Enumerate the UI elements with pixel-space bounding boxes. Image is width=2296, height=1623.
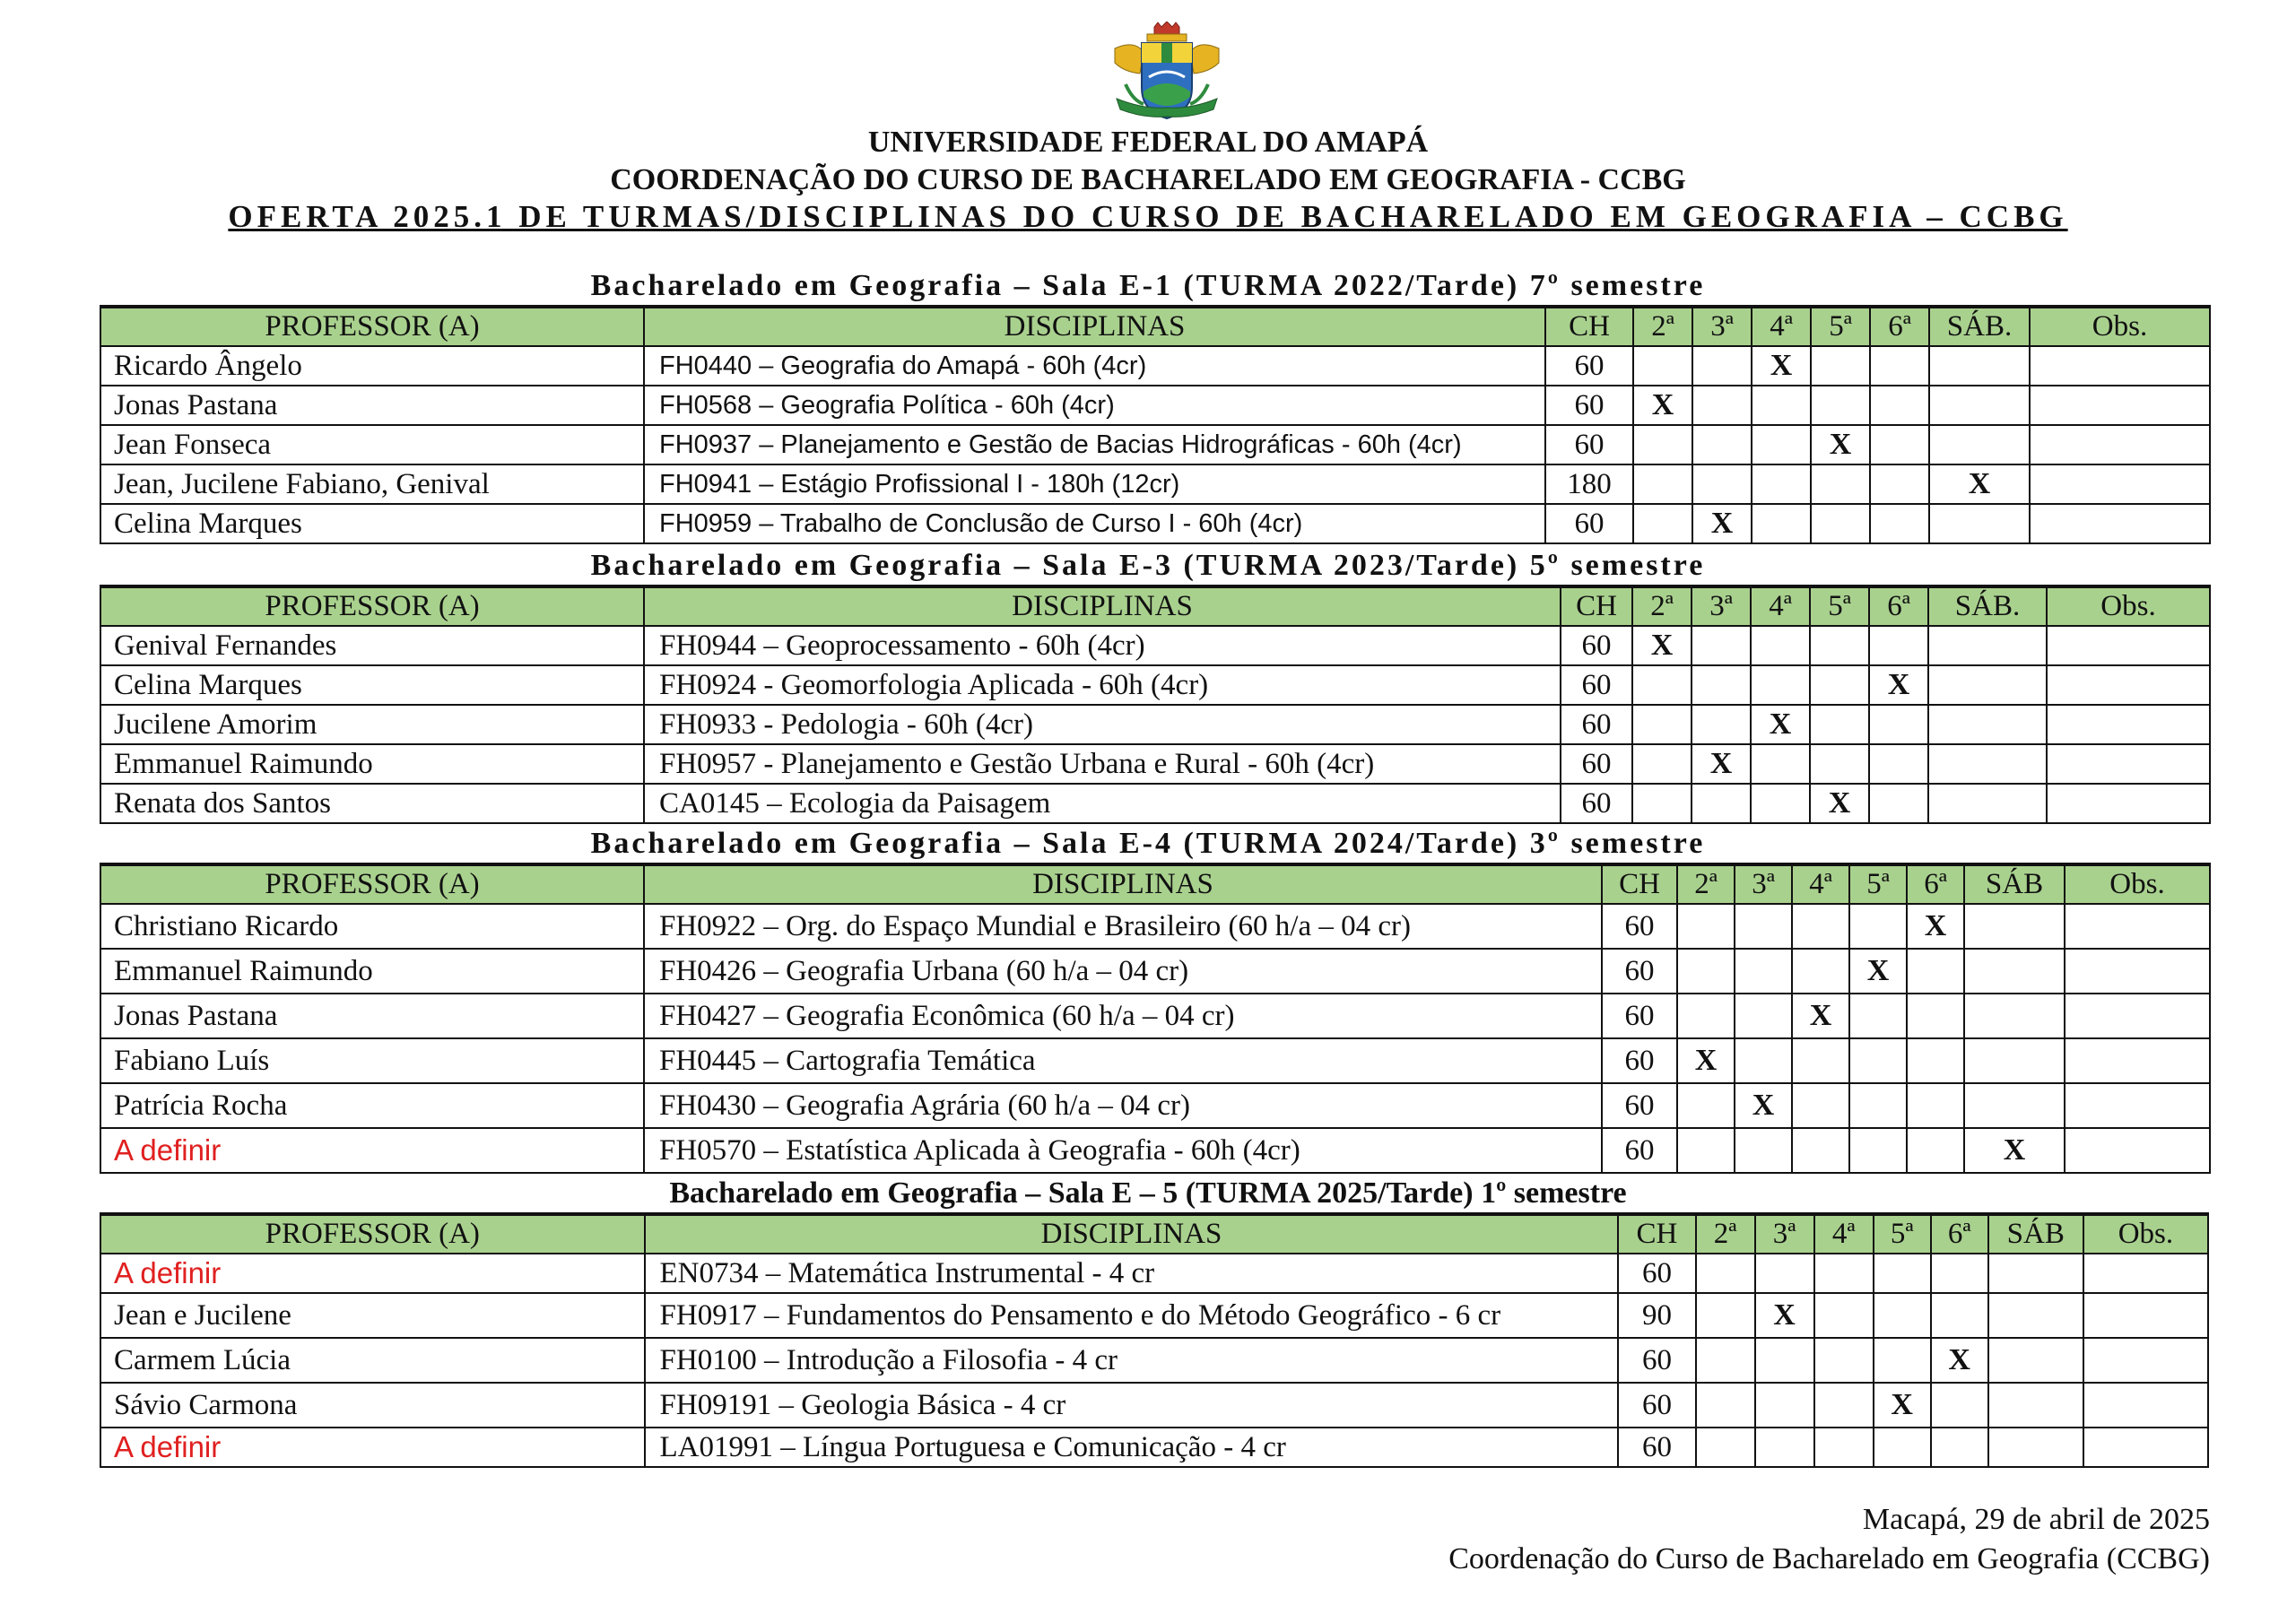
professor-cell: Jean, Jucilene Fabiano, Genival [100,464,644,504]
schedule-table [100,305,2211,544]
table-row [100,1254,2208,1293]
table-row [100,744,2210,784]
day-cell-fri [1907,994,1964,1038]
day-cell-mon [1696,1383,1755,1428]
table-row [100,346,2210,386]
signature-line: Coordenação do Curso de Bacharelado em Geografia (CCBG) [1448,1542,2210,1575]
col-header-obs: Obs. [2030,307,2210,346]
obs-cell [2030,464,2210,504]
professor-cell: Jonas Pastana [100,994,644,1038]
day-cell-mon [1632,705,1692,744]
col-header-obs: Obs. [2083,1214,2208,1254]
col-header-wed: 4ª [1751,586,1810,626]
col-header-mon: 2ª [1696,1214,1755,1254]
day-cell-fri [1869,705,1928,744]
day-cell-tue: X [1692,504,1752,543]
day-cell-fri [1907,1038,1964,1083]
discipline-cell: LA01991 – Língua Portuguesa e Comunicação - 4 cr [645,1428,1619,1467]
table-header-row [100,1214,2208,1254]
section-title: Bacharelado em Geografia – Sala E-1 (TURMA 2022/Tarde) 7º semestre [590,269,1706,302]
day-cell-fri [1870,386,1929,425]
discipline-cell: FH0430 – Geografia Agrária (60 h/a – 04 cr) [644,1083,1602,1128]
col-header-wed: 4ª [1752,307,1811,346]
day-cell-mon [1677,949,1735,994]
professor-cell: Jean e Jucilene [100,1293,645,1338]
day-cell-wed [1751,784,1810,823]
day-cell-tue [1735,994,1792,1038]
discipline-cell: FH0924 - Geomorfologia Aplicada - 60h (4cr) [644,665,1561,705]
day-cell-thu [1849,1083,1907,1128]
col-header-ch: CH [1561,586,1632,626]
table-header-row [100,307,2210,346]
discipline-cell: FH0426 – Geografia Urbana (60 h/a – 04 cr) [644,949,1602,994]
obs-cell [2030,346,2210,386]
day-cell-wed [1751,744,1810,784]
ch-cell: 60 [1618,1383,1695,1428]
discipline-cell: FH0922 – Org. do Espaço Mundial e Brasileiro (60 h/a – 04 cr) [644,904,1602,949]
col-header-mon: 2ª [1633,307,1692,346]
day-cell-mon [1677,994,1735,1038]
day-cell-mon [1632,665,1692,705]
day-cell-sat [1964,994,2065,1038]
obs-cell [2083,1383,2208,1428]
col-header-tue: 3ª [1735,864,1792,904]
day-cell-wed: X [1751,705,1810,744]
table-header-row [100,864,2210,904]
obs-cell [2065,1038,2210,1083]
day-cell-tue [1692,386,1752,425]
day-cell-fri [1907,1128,1964,1173]
obs-cell [2065,1083,2210,1128]
day-cell-tue [1735,904,1792,949]
day-cell-sat [1988,1338,2083,1383]
day-cell-fri [1869,784,1928,823]
day-cell-wed [1814,1428,1874,1467]
ch-cell: 60 [1618,1338,1695,1383]
col-header-mon: 2ª [1632,586,1692,626]
day-cell-fri: X [1869,665,1928,705]
professor-cell: Patrícia Rocha [100,1083,644,1128]
ch-cell: 60 [1545,425,1633,464]
col-header-mon: 2ª [1677,864,1735,904]
day-cell-wed [1751,626,1810,665]
table-row [100,464,2210,504]
day-cell-fri [1931,1254,1988,1293]
day-cell-wed [1814,1383,1874,1428]
col-header-thu: 5ª [1810,586,1869,626]
day-cell-tue [1755,1338,1814,1383]
day-cell-sat [1964,1083,2065,1128]
discipline-cell: EN0734 – Matemática Instrumental - 4 cr [645,1254,1619,1293]
professor-cell: Sávio Carmona [100,1383,645,1428]
table-row [100,425,2210,464]
day-cell-fri [1869,744,1928,784]
day-cell-mon [1633,425,1692,464]
day-cell-thu [1811,504,1870,543]
table-row [100,904,2210,949]
section-title: Bacharelado em Geografia – Sala E – 5 (TURMA 2025/Tarde) 1º semestre [669,1176,1627,1210]
ch-cell: 180 [1545,464,1633,504]
day-cell-sat [1964,904,2065,949]
day-cell-fri [1931,1383,1988,1428]
day-cell-thu: X [1849,949,1907,994]
day-cell-tue [1735,1128,1792,1173]
obs-cell [2047,665,2210,705]
section-title: Bacharelado em Geografia – Sala E-3 (TURMA 2023/Tarde) 5º semestre [590,549,1706,582]
ch-cell: 60 [1602,1038,1677,1083]
obs-cell [2083,1338,2208,1383]
col-header-obs: Obs. [2065,864,2210,904]
ch-cell: 60 [1561,626,1632,665]
professor-cell: Jucilene Amorim [100,705,644,744]
day-cell-mon [1633,346,1692,386]
day-cell-sat [1928,626,2047,665]
col-header-tue: 3ª [1692,307,1752,346]
day-cell-wed: X [1792,994,1849,1038]
day-cell-wed [1814,1293,1874,1338]
col-header-sat: SÁB [1988,1214,2083,1254]
day-cell-fri [1870,464,1929,504]
ch-cell: 60 [1602,1128,1677,1173]
date-line: Macapá, 29 de abril de 2025 [1862,1503,2210,1536]
col-header-fri: 6ª [1870,307,1929,346]
professor-cell: Genival Fernandes [100,626,644,665]
day-cell-tue [1755,1428,1814,1467]
professor-cell: Celina Marques [100,504,644,543]
col-header-obs: Obs. [2047,586,2210,626]
day-cell-wed [1752,504,1811,543]
ch-cell: 60 [1561,665,1632,705]
col-header-ch: CH [1602,864,1677,904]
day-cell-wed [1751,665,1810,705]
discipline-cell: FH0440 – Geografia do Amapá - 60h (4cr) [644,346,1545,386]
day-cell-thu [1849,1128,1907,1173]
col-header-wed: 4ª [1814,1214,1874,1254]
professor-cell: Emmanuel Raimundo [100,744,644,784]
day-cell-sat [1988,1254,2083,1293]
col-header-disciplines: DISCIPLINAS [644,586,1561,626]
obs-cell [2083,1254,2208,1293]
day-cell-sat [1988,1383,2083,1428]
obs-cell [2030,504,2210,543]
day-cell-tue [1735,1038,1792,1083]
col-header-thu: 5ª [1874,1214,1931,1254]
document-title: OFERTA 2025.1 DE TURMAS/DISCIPLINAS DO CURSO DE BACHARELADO EM GEOGRAFIA – CCBG [228,199,2068,234]
table-row [100,386,2210,425]
day-cell-thu [1874,1254,1931,1293]
table-row [100,1293,2208,1338]
day-cell-thu [1849,904,1907,949]
discipline-cell: FH09191 – Geologia Básica - 4 cr [645,1383,1619,1428]
day-cell-wed: X [1752,346,1811,386]
professor-cell: A definir [100,1254,645,1293]
day-cell-sat [1928,744,2047,784]
day-cell-tue [1692,464,1752,504]
col-header-tue: 3ª [1692,586,1751,626]
day-cell-sat [1929,386,2030,425]
day-cell-wed [1792,1083,1849,1128]
table-row [100,994,2210,1038]
day-cell-sat [1929,504,2030,543]
obs-cell [2047,784,2210,823]
day-cell-sat [1964,949,2065,994]
day-cell-mon: X [1633,386,1692,425]
day-cell-sat [1929,425,2030,464]
day-cell-mon [1696,1293,1755,1338]
discipline-cell: CA0145 – Ecologia da Paisagem [644,784,1561,823]
obs-cell [2065,994,2210,1038]
ch-cell: 60 [1602,904,1677,949]
ch-cell: 60 [1561,705,1632,744]
coordination-name: COORDENAÇÃO DO CURSO DE BACHARELADO EM GEOGRAFIA - CCBG [610,163,1686,196]
day-cell-mon [1677,1083,1735,1128]
discipline-cell: FH0100 – Introdução a Filosofia - 4 cr [645,1338,1619,1383]
day-cell-thu [1874,1428,1931,1467]
day-cell-sat: X [1929,464,2030,504]
day-cell-tue [1735,949,1792,994]
day-cell-thu [1811,386,1870,425]
day-cell-wed [1814,1254,1874,1293]
professor-cell: Jonas Pastana [100,386,644,425]
day-cell-sat [1988,1293,2083,1338]
schedule-table [100,1212,2209,1468]
obs-cell [2065,904,2210,949]
professor-cell: Ricardo Ângelo [100,346,644,386]
day-cell-mon [1632,784,1692,823]
obs-cell [2030,386,2210,425]
day-cell-thu: X [1811,425,1870,464]
table-header-row [100,586,2210,626]
col-header-sat: SÁB. [1929,307,2030,346]
day-cell-thu: X [1810,784,1869,823]
day-cell-tue [1692,346,1752,386]
ch-cell: 60 [1618,1254,1695,1293]
obs-cell [2083,1293,2208,1338]
day-cell-wed [1792,949,1849,994]
day-cell-mon [1632,744,1692,784]
discipline-cell: FH0917 – Fundamentos do Pensamento e do Método Geográfico - 6 cr [645,1293,1619,1338]
discipline-cell: FH0427 – Geografia Econômica (60 h/a – 04 cr) [644,994,1602,1038]
day-cell-thu [1849,994,1907,1038]
day-cell-fri: X [1907,904,1964,949]
day-cell-thu [1810,626,1869,665]
discipline-cell: FH0941 – Estágio Profissional I - 180h (12cr) [644,464,1545,504]
day-cell-mon: X [1677,1038,1735,1083]
day-cell-thu [1849,1038,1907,1083]
university-name: UNIVERSIDADE FEDERAL DO AMAPÁ [867,126,1429,159]
table-row [100,626,2210,665]
ch-cell: 60 [1545,386,1633,425]
day-cell-sat [1928,705,2047,744]
obs-cell [2030,425,2210,464]
day-cell-tue [1755,1383,1814,1428]
day-cell-tue [1692,705,1751,744]
day-cell-sat [1964,1038,2065,1083]
day-cell-tue [1692,665,1751,705]
day-cell-fri [1931,1428,1988,1467]
discipline-cell: FH0933 - Pedologia - 60h (4cr) [644,705,1561,744]
professor-cell: Jean Fonseca [100,425,644,464]
col-header-disciplines: DISCIPLINAS [645,1214,1619,1254]
ch-cell: 60 [1602,994,1677,1038]
day-cell-wed [1792,904,1849,949]
day-cell-tue [1692,626,1751,665]
section-title: Bacharelado em Geografia – Sala E-4 (TURMA 2024/Tarde) 3º semestre [590,827,1706,860]
table-row [100,504,2210,543]
table-row [100,665,2210,705]
ch-cell: 60 [1545,346,1633,386]
discipline-cell: FH0568 – Geografia Política - 60h (4cr) [644,386,1545,425]
day-cell-thu [1810,744,1869,784]
col-header-professor: PROFESSOR (A) [100,864,644,904]
col-header-fri: 6ª [1907,864,1964,904]
table-row [100,1338,2208,1383]
day-cell-wed [1752,386,1811,425]
table-row [100,1083,2210,1128]
day-cell-mon [1696,1428,1755,1467]
day-cell-thu [1811,346,1870,386]
table-row [100,1038,2210,1083]
day-cell-sat [1928,665,2047,705]
schedule-table [100,585,2211,824]
day-cell-fri [1870,504,1929,543]
day-cell-sat [1928,784,2047,823]
col-header-fri: 6ª [1869,586,1928,626]
professor-cell: A definir [100,1428,645,1467]
professor-cell: Celina Marques [100,665,644,705]
discipline-cell: FH0570 – Estatística Aplicada à Geografia - 60h (4cr) [644,1128,1602,1173]
professor-cell: Emmanuel Raimundo [100,949,644,994]
col-header-disciplines: DISCIPLINAS [644,307,1545,346]
day-cell-mon: X [1632,626,1692,665]
col-header-wed: 4ª [1792,864,1849,904]
day-cell-mon [1677,904,1735,949]
day-cell-wed [1792,1038,1849,1083]
day-cell-sat [1929,346,2030,386]
discipline-cell: FH0944 – Geoprocessamento - 60h (4cr) [644,626,1561,665]
table-row [100,784,2210,823]
day-cell-sat: X [1964,1128,2065,1173]
obs-cell [2047,744,2210,784]
table-row [100,949,2210,994]
day-cell-mon [1633,464,1692,504]
ch-cell: 60 [1618,1428,1695,1467]
ch-cell: 60 [1561,784,1632,823]
discipline-cell: FH0445 – Cartografia Temática [644,1038,1602,1083]
professor-cell: A definir [100,1128,644,1173]
day-cell-mon [1677,1128,1735,1173]
day-cell-fri [1907,1083,1964,1128]
col-header-tue: 3ª [1755,1214,1814,1254]
day-cell-fri: X [1931,1338,1988,1383]
col-header-ch: CH [1545,307,1633,346]
day-cell-sat [1988,1428,2083,1467]
ch-cell: 60 [1602,1083,1677,1128]
day-cell-wed [1792,1128,1849,1173]
professor-cell: Fabiano Luís [100,1038,644,1083]
university-crest-logo [1108,22,1226,122]
col-header-disciplines: DISCIPLINAS [644,864,1602,904]
col-header-professor: PROFESSOR (A) [100,307,644,346]
day-cell-fri [1907,949,1964,994]
table-row [100,1128,2210,1173]
day-cell-thu [1811,464,1870,504]
col-header-sat: SÁB [1964,864,2065,904]
day-cell-tue [1692,425,1752,464]
col-header-sat: SÁB. [1928,586,2047,626]
day-cell-tue: X [1735,1083,1792,1128]
day-cell-wed [1752,464,1811,504]
day-cell-thu [1874,1338,1931,1383]
day-cell-fri [1870,346,1929,386]
day-cell-mon [1696,1254,1755,1293]
ch-cell: 60 [1561,744,1632,784]
obs-cell [2083,1428,2208,1467]
table-row [100,1383,2208,1428]
day-cell-thu: X [1874,1383,1931,1428]
professor-cell: Carmem Lúcia [100,1338,645,1383]
table-row [100,1428,2208,1467]
day-cell-tue [1692,784,1751,823]
ch-cell: 60 [1602,949,1677,994]
col-header-thu: 5ª [1811,307,1870,346]
day-cell-tue [1755,1254,1814,1293]
obs-cell [2047,705,2210,744]
day-cell-mon [1696,1338,1755,1383]
discipline-cell: FH0937 – Planejamento e Gestão de Bacias Hidrográficas - 60h (4cr) [644,425,1545,464]
day-cell-mon [1633,504,1692,543]
obs-cell [2065,949,2210,994]
day-cell-wed [1752,425,1811,464]
obs-cell [2065,1128,2210,1173]
day-cell-thu [1810,705,1869,744]
ch-cell: 90 [1618,1293,1695,1338]
col-header-ch: CH [1618,1214,1695,1254]
professor-cell: Christiano Ricardo [100,904,644,949]
col-header-professor: PROFESSOR (A) [100,586,644,626]
col-header-professor: PROFESSOR (A) [100,1214,645,1254]
day-cell-tue: X [1755,1293,1814,1338]
day-cell-wed [1814,1338,1874,1383]
discipline-cell: FH0959 – Trabalho de Conclusão de Curso I - 60h (4cr) [644,504,1545,543]
day-cell-fri [1870,425,1929,464]
table-row [100,705,2210,744]
schedule-table [100,863,2211,1174]
day-cell-thu [1874,1293,1931,1338]
day-cell-thu [1810,665,1869,705]
discipline-cell: FH0957 - Planejamento e Gestão Urbana e Rural - 60h (4cr) [644,744,1561,784]
day-cell-fri [1869,626,1928,665]
day-cell-tue: X [1692,744,1751,784]
col-header-thu: 5ª [1849,864,1907,904]
ch-cell: 60 [1545,504,1633,543]
day-cell-fri [1931,1293,1988,1338]
col-header-fri: 6ª [1931,1214,1988,1254]
obs-cell [2047,626,2210,665]
professor-cell: Renata dos Santos [100,784,644,823]
